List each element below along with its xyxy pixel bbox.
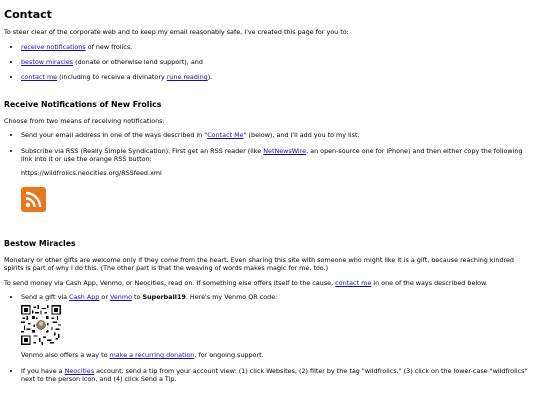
notifications-intro: Choose from two means of receiving notifications: [4, 116, 165, 125]
list-item-text: Subscribe via RSS (Really Simple Syndication). First get an RSS reader (like [21, 146, 264, 155]
cash-app-link[interactable]: Cash App [69, 293, 100, 302]
list-item-text: Send your email address in one of the ways described in " [21, 131, 208, 140]
list-item-text: of new frolics, [85, 42, 133, 51]
list-item-text: Venmo also offers a way to [21, 351, 110, 360]
list-item-text: ). [207, 73, 213, 82]
list-item-text: (donate or otherwise lend support), and [73, 57, 203, 66]
list-item-text: . Here's my Venmo QR code: [185, 293, 278, 302]
contact-heading: Contact [4, 8, 52, 21]
list-item-text: , for ongoing support. [194, 351, 264, 360]
venmo-qr-code [21, 305, 61, 345]
neocities-link[interactable]: Neocities [64, 366, 95, 375]
list-item [21, 147, 532, 219]
contact-me-link[interactable]: contact me [21, 73, 58, 82]
list-item [21, 367, 532, 384]
list-item [21, 58, 532, 66]
recurring-donation-link[interactable]: make a recurring donation [109, 351, 195, 360]
list-item [21, 73, 532, 81]
list-item-text: account, send a tip from your account view: (1) click Websites, (2) filter by the tag "wildfrolics," (3) click on the lower-case "wildfrolics" next to the person icon, and (4) click Send a Tip. [21, 366, 528, 384]
bestow-heading: Bestow Miracles [4, 238, 76, 248]
receive-notifications-link[interactable]: receive notifications [21, 42, 86, 51]
contact-me-link[interactable]: contact me [335, 278, 372, 287]
contact-me-link[interactable]: Contact Me [207, 131, 244, 140]
list-item-text: or [99, 293, 110, 302]
list-item-text: If you have a [21, 366, 65, 375]
venmo-username: Superball19 [142, 293, 186, 302]
list-item [21, 293, 532, 360]
bestow-para-1: Monetary or other gifts are welcome only if they come from the heart. Even sharing this site with someone who might like it is a gift, because reaching kindred spirits is part of why I do this. (The other part is that the weaving of words makes magic for me, too.) [4, 256, 514, 273]
list-item [21, 43, 532, 51]
bestow-list [4, 293, 532, 383]
para-text: To send money via Cash App, Venmo, or Neocities, read on. If something else offers itself to the cause, [4, 278, 336, 287]
list-item-text: (including to receive a divinatory [57, 73, 167, 82]
venmo-recurring-note [21, 351, 532, 359]
rune-reading-link[interactable]: rune reading [166, 73, 208, 82]
bestow-para-2 [4, 279, 532, 287]
rss-button[interactable] [21, 187, 46, 212]
contact-list [4, 43, 532, 82]
para-text: in one of the ways described below. [371, 278, 488, 287]
contact-intro: To steer clear of the corporate web and to keep my email reasonably safe, I've created this page for you to: [4, 28, 349, 37]
list-item-text: " (below), and I'll add you to my list. [243, 131, 360, 140]
rss-icon [25, 191, 42, 208]
list-item [21, 131, 532, 139]
list-item-text: , an open-source one for iPhone) and then either copy the following link into it or use the orange RSS button: [21, 146, 523, 163]
bestow-miracles-link[interactable]: bestow miracles [21, 57, 74, 66]
list-item-text: to [131, 293, 143, 302]
rss-url: https://wildfrolics.neocities.org/RSSfeed.xml [21, 169, 162, 178]
notifications-heading: Receive Notifications of New Frolics [4, 99, 162, 109]
netnewswire-link[interactable]: NetNewsWire [263, 146, 307, 155]
notifications-list [4, 131, 532, 219]
venmo-link[interactable]: Venmo [109, 293, 132, 302]
list-item-text: Send a gift via [21, 293, 70, 302]
